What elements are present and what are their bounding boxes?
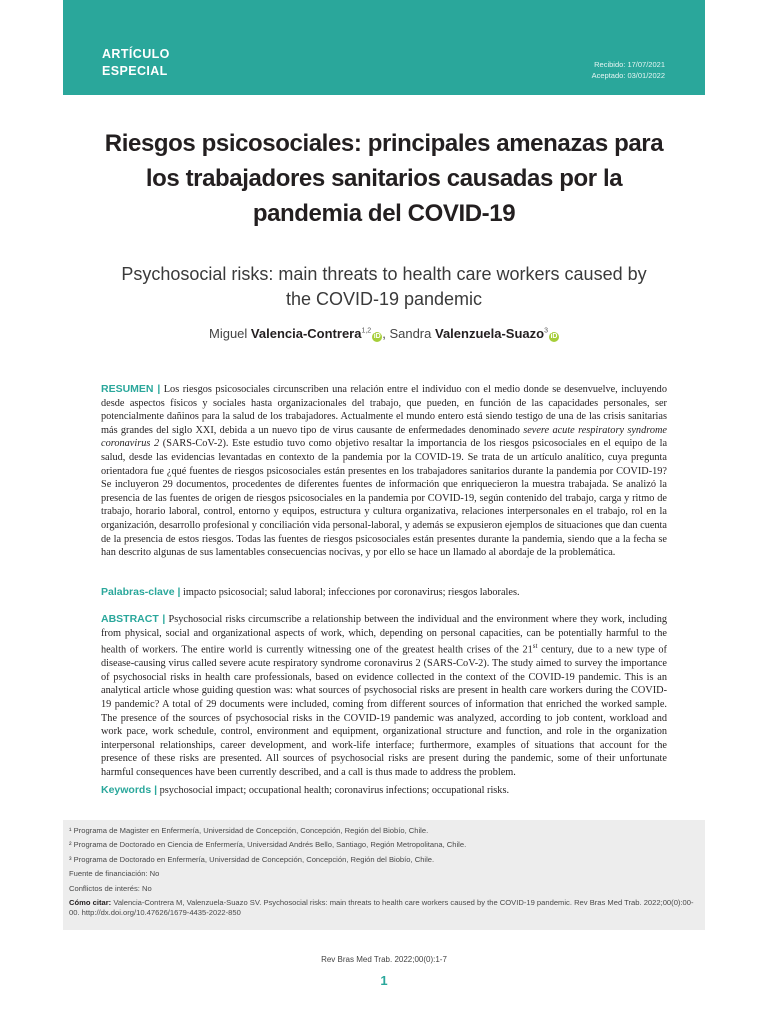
affiliation-3: ³ Programa de Doctorado en Enfermería, Universidad de Concepción, Concepción, Región del Biobío, Chile. <box>69 855 435 864</box>
author-2-given: Sandra <box>389 326 432 341</box>
conflicts-note: Conflictos de interés: No <box>69 884 152 893</box>
affiliation-1: ¹ Programa de Magister en Enfermería, Universidad de Concepción, Concepción, Región del Biobío, Chile. <box>69 826 429 835</box>
resumen-text-1: Los riesgos psicosociales circunscriben una relación entre el individuo con el medio donde se desenvuelve, incluyendo desde aspectos físicos y sociales hasta organizacionales del trabajo, que pueden, en función de las capacidades personales, ser potencialmente dañinos para la salud de los trabajadores. Actualmente el mundo entero está siendo testigo de una de las crisis sanitarias más grandes del siglo XXI, debida a un nuevo tipo de virus causante de enfermedades denominado <box>101 384 667 436</box>
abstract-paragraph <box>101 613 667 780</box>
resumen-heading: RESUMEN | <box>101 383 161 395</box>
abstract-text-2: century, due to a new type of disease-causing virus called severe acute respiratory syndrome coronavirus 2 (SARS-CoV-2). The study aimed to survey the importance of psychosocial risks in health care professionals, based on evidence collected in the context of the COVID-19 pandemic. This is an analytical article whose guiding question was: what sources of psychosocial risks are present in health care workers during the COVID-19 pandemic? A total of 29 documents were included, coming from different sources of information that enriched the worked sample. The presence of the sources of psychosocial risks in the COVID-19 pandemic was analyzed, according to job content, workload and work pace, work schedule, control, environment and equipment, organizational structure and function, and role in the organization interpersonal relationships, career development, and work-life interface; furthermore, examples of situations that account for the presence of these risks are presented. All sources of psychosocial risks are present during the pandemic, some of their unfortunate harmful consequences have been currently described, and a call is thus made to address the problem. <box>101 644 667 778</box>
abstract-heading: ABSTRACT | <box>101 613 166 625</box>
citation-label: Cómo citar: <box>69 898 112 907</box>
abstract-text-1: Psychosocial risks circumscribe a relationship between the individual and the environment where they work, including from physical, social and organizational aspects of work, which, depending on personal capacities, can be potentially harmful to the health of workers. The entire world is currently witnessing one of the greatest health crises of the 21 <box>101 614 667 656</box>
journal-footer: Rev Bras Med Trab. 2022;00(0):1-7 <box>321 955 447 964</box>
author-1-family: Valencia-Contrera <box>250 326 362 341</box>
orcid-icon[interactable]: iD <box>550 333 558 340</box>
funding-note: Fuente de financiación: No <box>69 869 160 878</box>
resumen-text-2: (SARS-CoV-2). Este estudio tuvo como objetivo resaltar la importancia de los riesgos psicosociales en el equipo de la salud, desde las evidencias levantadas en contexto de la pandemia por la COVID-19. Se trata de un artículo analítico, cuya pregunta orientadora fue ¿qué fuentes de riesgos psicosociales están presentes en los trabajadores sanitarios durante la pandemia por COVID-19? Se incluyeron 29 documentos, procedentes de diferentes fuentes de información que enriquecieron la muestra trabajada. Se analizó la presencia de las fuentes de origen de riesgos psicosociales en la pandemia por COVID-19, según contenido del trabajo, carga y ritmo de trabajo, horario laboral, control, entorno y equipos, estructura y cultura organizativa, relaciones interpersonales en el trabajo, rol en la organización, desarrollo profesional y conciliación vida personal-laboral, y además se expusieron ejemplos de situaciones que dan cuenta de la presencia de estos riesgos. Todas las fuentes de riesgos psicosociales están presentes durante la pandemia, siendo que a la fecha se han descrito algunas de sus lamentables consecuencias nocivas, y por ello se hace un llamado al abordaje de la problemática. <box>101 438 668 559</box>
palabras-clave-text: impacto psicosocial; salud laboral; infecciones por coronavirus; riesgos laborales. <box>180 587 520 598</box>
accepted-date: Aceptado: 03/01/2022 <box>591 71 665 80</box>
author-2-family: Valenzuela-Suazo <box>434 326 545 341</box>
article-subtitle: Psychosocial risks: main threats to health care workers caused by the COVID-19 pandemic <box>121 264 647 309</box>
footnote-box <box>63 820 705 930</box>
section-label <box>102 46 170 80</box>
palabras-clave-paragraph <box>101 586 667 600</box>
section-label-line1: ARTÍCULO <box>102 47 170 61</box>
received-date: Recibido: 17/07/2021 <box>594 60 665 69</box>
keywords-text: psychosocial impact; occupational health; coronavirus infections; occupational risks. <box>157 785 510 796</box>
palabras-clave-heading: Palabras-clave | <box>101 586 181 598</box>
abstract-sup: st <box>532 642 538 651</box>
keywords-heading: Keywords | <box>101 784 158 796</box>
author-1-given: Miguel <box>209 326 248 341</box>
section-label-line2: ESPECIAL <box>102 64 168 78</box>
authors-line: Miguel Valencia-Contrera$^{1,2}$iD , Sandra Valenzuela-Suazo$^3$iD <box>209 326 558 341</box>
dates <box>592 59 665 81</box>
page-number: 1 <box>380 973 388 988</box>
orcid-icon[interactable]: iD <box>373 333 381 340</box>
author-1-aff: 1,2 <box>361 327 372 335</box>
citation-text[interactable]: Valencia-Contrera M, Valenzuela-Suazo SV. Psychosocial risks: main threats to health care workers caused by the COVID-19 pandemic. Rev Bras Med Trab. 2022;00(0):00-00. http://dx.doi.org/10.47626/1679-4435-2022-850 <box>69 898 694 917</box>
resumen-paragraph <box>101 383 667 560</box>
affiliation-2: ² Programa de Doctorado en Ciencia de Enfermería, Universidad Andrés Bello, Santiago, Región Metropolitana, Chile. <box>69 840 467 849</box>
citation-note <box>69 898 699 918</box>
author-2-aff: 3 <box>544 327 548 335</box>
header-banner <box>63 0 705 95</box>
resumen-italic: severe acute respiratory syndrome coronavirus 2 <box>101 424 667 450</box>
keywords-paragraph <box>101 784 667 798</box>
article-title: Riesgos psicosociales: principales amenazas para los trabajadores sanitarios causadas por la pandemia del COVID-19 <box>104 130 664 227</box>
